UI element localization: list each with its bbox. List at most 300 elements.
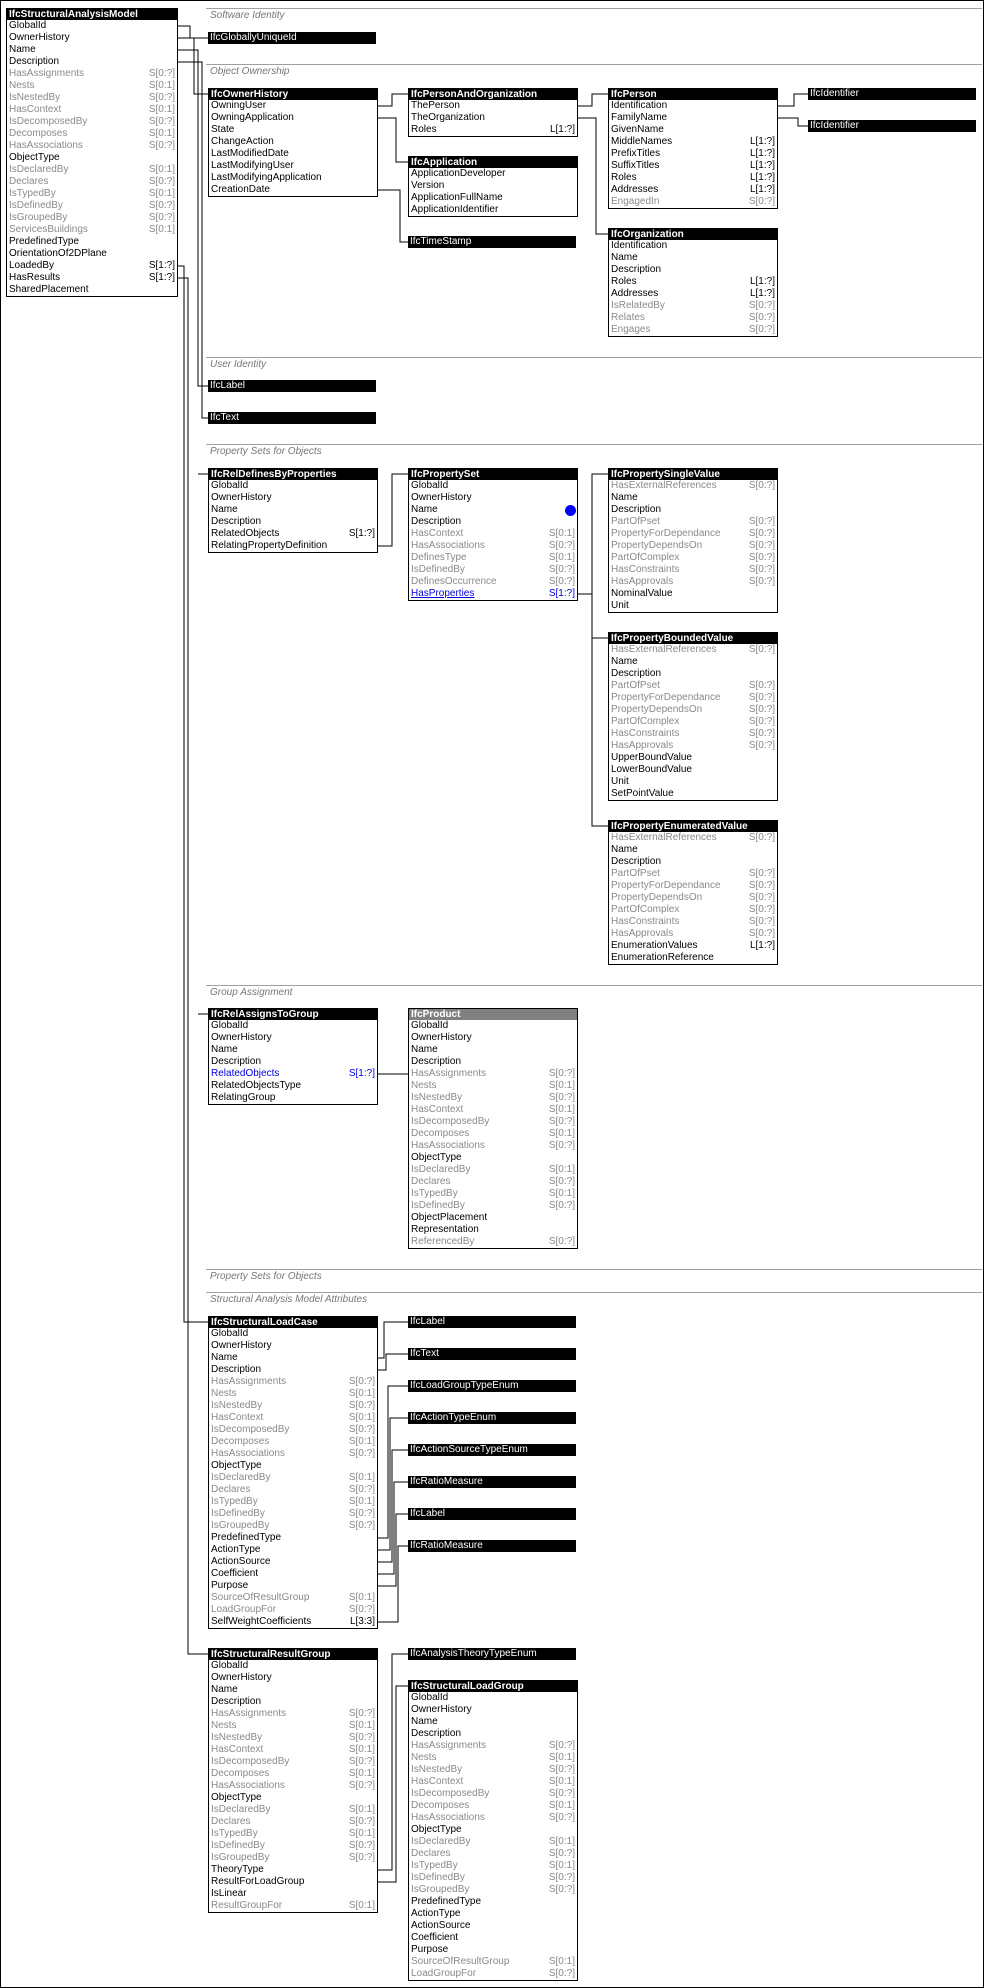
attribute-row[interactable]: [609, 776, 777, 788]
attribute-row[interactable]: [209, 112, 377, 124]
attribute-row[interactable]: [409, 100, 577, 112]
attribute-row[interactable]: [409, 192, 577, 204]
entity-ifc-property-single-value[interactable]: [608, 468, 778, 613]
attribute-row[interactable]: [409, 1812, 577, 1824]
attribute-row[interactable]: [209, 172, 377, 184]
entity-ifc-property-enumerated-value[interactable]: [608, 820, 778, 965]
attribute-row[interactable]: [209, 1532, 377, 1544]
attribute-row[interactable]: [209, 1864, 377, 1876]
attribute-row[interactable]: [409, 1728, 577, 1740]
attribute-row[interactable]: [7, 152, 177, 164]
attribute-row[interactable]: [409, 1752, 577, 1764]
attribute-name: Nests: [211, 1720, 237, 1731]
selection-dot-icon: [565, 505, 576, 516]
attribute-cardinality: S[1:?]: [148, 272, 175, 283]
attribute-row[interactable]: [409, 1716, 577, 1728]
type-ifc-ratio-measure[interactable]: IfcRatioMeasure: [408, 1540, 576, 1552]
attribute-row[interactable]: [209, 1544, 377, 1556]
attribute-row[interactable]: [209, 480, 377, 492]
attribute-row[interactable]: [209, 1068, 377, 1080]
attribute-row[interactable]: [7, 284, 177, 296]
attribute-row[interactable]: [209, 1780, 377, 1792]
attribute-row[interactable]: [609, 480, 777, 492]
attribute-name: PredefinedType: [411, 1896, 482, 1907]
attribute-row[interactable]: [609, 600, 777, 612]
connector-line: [778, 94, 808, 106]
entity-ifc-property-bounded-value[interactable]: [608, 632, 778, 801]
attribute-row[interactable]: [609, 564, 777, 576]
attribute-row[interactable]: [609, 516, 777, 528]
attribute-row[interactable]: [209, 1708, 377, 1720]
attribute-row[interactable]: [609, 832, 777, 844]
attribute-row[interactable]: [209, 528, 377, 540]
type-ifc-text[interactable]: IfcText: [208, 412, 376, 424]
attribute-row[interactable]: [209, 160, 377, 172]
attribute-row[interactable]: [7, 212, 177, 224]
attribute-row[interactable]: [609, 196, 777, 208]
attribute-name: PartOfComplex: [611, 552, 680, 563]
attribute-row[interactable]: [409, 1848, 577, 1860]
attribute-row[interactable]: [609, 856, 777, 868]
entity-ifc-application[interactable]: [408, 156, 578, 217]
type-ifc-text[interactable]: IfcText: [408, 1348, 576, 1360]
attribute-row[interactable]: [609, 276, 777, 288]
attribute-row[interactable]: [409, 1800, 577, 1812]
type-ifc-globally-unique-id[interactable]: IfcGloballyUniqueId: [208, 32, 376, 44]
attribute-cardinality: S[0:?]: [548, 540, 575, 551]
attribute-row[interactable]: [409, 1236, 577, 1248]
attribute-row[interactable]: [409, 1704, 577, 1716]
attribute-row[interactable]: [409, 1032, 577, 1044]
attribute-row[interactable]: [409, 1092, 577, 1104]
attribute-name: HasContext: [411, 1776, 464, 1787]
attribute-row[interactable]: [209, 1496, 377, 1508]
attribute-row[interactable]: [209, 1684, 377, 1696]
attribute-row[interactable]: [409, 1164, 577, 1176]
attribute-name: PrefixTitles: [611, 148, 661, 159]
attribute-cardinality: S[0:1]: [348, 1496, 375, 1507]
attribute-name: OwningApplication: [211, 112, 294, 123]
attribute-row[interactable]: [609, 136, 777, 148]
attribute-row[interactable]: [409, 1740, 577, 1752]
attribute-row[interactable]: [7, 32, 177, 44]
attribute-row[interactable]: [609, 704, 777, 716]
attribute-name: ApplicationIdentifier: [411, 204, 499, 215]
attribute-row[interactable]: [409, 1152, 577, 1164]
attribute-name: LastModifiedDate: [211, 148, 289, 159]
type-ifc-identifier[interactable]: IfcIdentifier: [808, 120, 976, 132]
attribute-row[interactable]: [409, 1104, 577, 1116]
attribute-row[interactable]: [609, 160, 777, 172]
attribute-row[interactable]: [609, 528, 777, 540]
attribute-row[interactable]: [409, 180, 577, 192]
attribute-row[interactable]: [609, 148, 777, 160]
attribute-row[interactable]: [609, 692, 777, 704]
attribute-row[interactable]: [609, 576, 777, 588]
attribute-row[interactable]: [7, 128, 177, 140]
attribute-row[interactable]: [209, 1472, 377, 1484]
attribute-row[interactable]: [209, 1484, 377, 1496]
attribute-row[interactable]: [209, 1840, 377, 1852]
attribute-name: Engages: [611, 324, 651, 335]
attribute-name: ChangeAction: [211, 136, 274, 147]
attribute-row[interactable]: [409, 1860, 577, 1872]
attribute-row[interactable]: [7, 92, 177, 104]
attribute-row[interactable]: [609, 904, 777, 916]
entity-ifc-rel-defines-by-properties[interactable]: [208, 468, 378, 553]
attribute-row[interactable]: [409, 516, 577, 528]
attribute-row[interactable]: [7, 164, 177, 176]
attribute-row[interactable]: [7, 248, 177, 260]
attribute-name: Declares: [411, 1176, 451, 1187]
attribute-row[interactable]: [409, 1788, 577, 1800]
attribute-row[interactable]: [409, 1932, 577, 1944]
attribute-row[interactable]: [609, 844, 777, 856]
entity-ifc-structural-load-case[interactable]: [208, 1316, 378, 1629]
attribute-row[interactable]: [609, 288, 777, 300]
attribute-row[interactable]: [409, 204, 577, 216]
attribute-row[interactable]: [209, 1592, 377, 1604]
attribute-row[interactable]: [7, 80, 177, 92]
attribute-row[interactable]: [209, 124, 377, 136]
attribute-row[interactable]: [7, 104, 177, 116]
entity-ifc-property-set[interactable]: [408, 468, 578, 601]
attribute-row[interactable]: [209, 1092, 377, 1104]
attribute-row[interactable]: [209, 1828, 377, 1840]
attribute-name: ActionSource: [211, 1556, 271, 1567]
attribute-name: Relates: [611, 312, 645, 323]
attribute-row[interactable]: [209, 1508, 377, 1520]
attribute-row[interactable]: [209, 148, 377, 160]
attribute-row[interactable]: [609, 312, 777, 324]
attribute-row[interactable]: [609, 892, 777, 904]
attribute-name: IsDecomposedBy: [9, 116, 88, 127]
attribute-row[interactable]: [409, 1824, 577, 1836]
attribute-row[interactable]: [209, 1900, 377, 1912]
attribute-row[interactable]: [409, 1836, 577, 1848]
attribute-row[interactable]: [7, 272, 177, 284]
entity-title: IfcPerson: [609, 89, 777, 100]
entity-ifc-structural-load-group[interactable]: [408, 1680, 578, 1981]
attribute-row[interactable]: [609, 540, 777, 552]
attribute-row[interactable]: [409, 1224, 577, 1236]
attribute-row[interactable]: [609, 492, 777, 504]
entity-ifc-organization[interactable]: [608, 228, 778, 337]
attribute-row[interactable]: [209, 1888, 377, 1900]
entity-ifc-rel-assigns-to-group[interactable]: [208, 1008, 378, 1105]
attribute-row[interactable]: [409, 540, 577, 552]
attribute-row[interactable]: [7, 20, 177, 32]
attribute-row[interactable]: [609, 668, 777, 680]
attribute-row[interactable]: [209, 136, 377, 148]
attribute-row[interactable]: [209, 1340, 377, 1352]
attribute-row[interactable]: [209, 1328, 377, 1340]
attribute-row[interactable]: [209, 1376, 377, 1388]
attribute-row[interactable]: [209, 1080, 377, 1092]
attribute-row[interactable]: [209, 1580, 377, 1592]
entity-ifc-structural-result-group[interactable]: [208, 1648, 378, 1913]
attribute-row[interactable]: [609, 324, 777, 336]
attribute-row[interactable]: [409, 588, 577, 600]
attribute-name: HasAssignments: [411, 1740, 487, 1751]
attribute-row[interactable]: [409, 1056, 577, 1068]
entity-title: IfcStructuralResultGroup: [209, 1649, 377, 1660]
attribute-row[interactable]: [209, 1604, 377, 1616]
attribute-row[interactable]: [409, 552, 577, 564]
attribute-row[interactable]: [209, 184, 377, 196]
attribute-name: ObjectPlacement: [411, 1212, 488, 1223]
attribute-row[interactable]: [209, 1660, 377, 1672]
attribute-row[interactable]: [609, 940, 777, 952]
entity-title: IfcOwnerHistory: [209, 89, 377, 100]
attribute-cardinality: L[1:?]: [749, 136, 775, 147]
type-ifc-label[interactable]: IfcLabel: [208, 380, 376, 392]
attribute-row[interactable]: [609, 300, 777, 312]
attribute-cardinality: S[0:?]: [748, 880, 775, 891]
attribute-row[interactable]: [209, 1424, 377, 1436]
attribute-row[interactable]: [209, 100, 377, 112]
attribute-name: Name: [611, 252, 638, 263]
attribute-row[interactable]: [409, 1116, 577, 1128]
connector-line: [378, 1686, 408, 1882]
attribute-row[interactable]: [409, 1872, 577, 1884]
attribute-row[interactable]: [209, 1364, 377, 1376]
entity-title: IfcPropertySet: [409, 469, 577, 480]
attribute-row[interactable]: [209, 1436, 377, 1448]
attribute-row[interactable]: [7, 116, 177, 128]
type-ifc-identifier[interactable]: IfcIdentifier: [808, 88, 976, 100]
attribute-row[interactable]: [209, 492, 377, 504]
attribute-name: OwnerHistory: [9, 32, 70, 43]
attribute-row[interactable]: [409, 168, 577, 180]
attribute-name: Unit: [611, 776, 629, 787]
attribute-name: FamilyName: [611, 112, 668, 123]
attribute-name: OwnerHistory: [411, 1704, 472, 1715]
attribute-row[interactable]: [209, 1756, 377, 1768]
attribute-row[interactable]: [609, 588, 777, 600]
attribute-name: ObjectType: [9, 152, 60, 163]
attribute-row[interactable]: [209, 1056, 377, 1068]
attribute-row[interactable]: [409, 1044, 577, 1056]
attribute-row[interactable]: [209, 1616, 377, 1628]
attribute-row[interactable]: [7, 188, 177, 200]
attribute-row[interactable]: [609, 124, 777, 136]
connector-line: [778, 118, 808, 126]
attribute-row[interactable]: [209, 1032, 377, 1044]
type-ifc-label[interactable]: IfcLabel: [408, 1508, 576, 1520]
attribute-row[interactable]: [409, 1200, 577, 1212]
attribute-row[interactable]: [409, 1020, 577, 1032]
attribute-row[interactable]: [409, 124, 577, 136]
attribute-row[interactable]: [7, 56, 177, 68]
entity-ifc-structural-analysis-model[interactable]: [6, 8, 178, 297]
attribute-row[interactable]: [409, 1188, 577, 1200]
attribute-name: PartOfComplex: [611, 904, 680, 915]
attribute-row[interactable]: [209, 1672, 377, 1684]
attribute-row[interactable]: [409, 1080, 577, 1092]
attribute-row[interactable]: [609, 112, 777, 124]
attribute-name: RelatedObjects: [211, 1068, 280, 1079]
attribute-row[interactable]: [7, 140, 177, 152]
attribute-row[interactable]: [409, 1968, 577, 1980]
type-ifc-action-type-enum[interactable]: IfcActionTypeEnum: [408, 1412, 576, 1424]
attribute-row[interactable]: [409, 1884, 577, 1896]
attribute-row[interactable]: [609, 252, 777, 264]
attribute-row[interactable]: [409, 528, 577, 540]
attribute-row[interactable]: [209, 1768, 377, 1780]
attribute-name: IsTypedBy: [411, 1188, 458, 1199]
entity-ifc-owner-history[interactable]: [208, 88, 378, 197]
entity-title: IfcPropertyBoundedValue: [609, 633, 777, 644]
entity-ifc-person-and-organization[interactable]: [408, 88, 578, 137]
attribute-row[interactable]: [609, 952, 777, 964]
type-ifc-analysis-theory-type-enum[interactable]: IfcAnalysisTheoryTypeEnum: [408, 1648, 576, 1660]
attribute-row[interactable]: [609, 880, 777, 892]
attribute-row[interactable]: [609, 740, 777, 752]
attribute-row[interactable]: [7, 200, 177, 212]
attribute-row[interactable]: [209, 1520, 377, 1532]
attribute-name: PropertyForDependance: [611, 528, 721, 539]
attribute-cardinality: S[0:1]: [348, 1900, 375, 1911]
attribute-row[interactable]: [209, 1852, 377, 1864]
attribute-row[interactable]: [209, 1352, 377, 1364]
attribute-row[interactable]: [209, 1792, 377, 1804]
attribute-row[interactable]: [7, 224, 177, 236]
type-ifc-load-group-type-enum[interactable]: IfcLoadGroupTypeEnum: [408, 1380, 576, 1392]
section-property-sets: [206, 444, 982, 457]
type-ifc-ratio-measure[interactable]: IfcRatioMeasure: [408, 1476, 576, 1488]
attribute-row[interactable]: [409, 564, 577, 576]
attribute-row[interactable]: [409, 1692, 577, 1704]
attribute-row[interactable]: [609, 656, 777, 668]
attribute-row[interactable]: [409, 1908, 577, 1920]
attribute-row[interactable]: [7, 236, 177, 248]
attribute-row[interactable]: [209, 1568, 377, 1580]
attribute-name: Addresses: [611, 288, 659, 299]
attribute-cardinality: S[0:?]: [548, 1884, 575, 1895]
attribute-row[interactable]: [409, 112, 577, 124]
attribute-row[interactable]: [7, 260, 177, 272]
attribute-name: IsDefinedBy: [411, 1872, 465, 1883]
attribute-row[interactable]: [209, 1720, 377, 1732]
attribute-row[interactable]: [609, 728, 777, 740]
attribute-row[interactable]: [609, 716, 777, 728]
attribute-row[interactable]: [609, 552, 777, 564]
attribute-name: HasContext: [411, 1104, 464, 1115]
attribute-row[interactable]: [609, 264, 777, 276]
attribute-row[interactable]: [609, 764, 777, 776]
attribute-name: Purpose: [211, 1580, 249, 1591]
attribute-cardinality: S[0:1]: [548, 1188, 575, 1199]
attribute-row[interactable]: [7, 44, 177, 56]
connector-line: [378, 190, 408, 242]
attribute-row[interactable]: [209, 1412, 377, 1424]
attribute-row[interactable]: [209, 516, 377, 528]
attribute-name: IsDeclaredBy: [9, 164, 69, 175]
attribute-name: Nests: [211, 1388, 237, 1399]
attribute-name: IsDefinedBy: [9, 200, 63, 211]
attribute-name: SelfWeightCoefficients: [211, 1616, 312, 1627]
attribute-row[interactable]: [209, 1388, 377, 1400]
attribute-row[interactable]: [609, 100, 777, 112]
attribute-row[interactable]: [209, 1816, 377, 1828]
attribute-row[interactable]: [209, 1804, 377, 1816]
attribute-row[interactable]: [209, 1732, 377, 1744]
attribute-cardinality: S[0:?]: [348, 1424, 375, 1435]
attribute-name: RelatingPropertyDefinition: [211, 540, 328, 551]
attribute-name: HasAssociations: [211, 1448, 285, 1459]
attribute-row[interactable]: [7, 176, 177, 188]
attribute-row[interactable]: [609, 644, 777, 656]
attribute-row[interactable]: [409, 1764, 577, 1776]
attribute-row[interactable]: [609, 184, 777, 196]
entity-title: IfcOrganization: [609, 229, 777, 240]
attribute-row[interactable]: [209, 1556, 377, 1568]
type-ifc-time-stamp[interactable]: IfcTimeStamp: [408, 236, 576, 248]
attribute-row[interactable]: [409, 1956, 577, 1968]
attribute-row[interactable]: [409, 480, 577, 492]
attribute-row[interactable]: [609, 680, 777, 692]
attribute-row[interactable]: [609, 240, 777, 252]
attribute-name: HasExternalReferences: [611, 644, 717, 655]
attribute-row[interactable]: [7, 68, 177, 80]
attribute-row[interactable]: [409, 576, 577, 588]
attribute-row[interactable]: [409, 1944, 577, 1956]
attribute-row[interactable]: [209, 1744, 377, 1756]
attribute-row[interactable]: [609, 752, 777, 764]
attribute-row[interactable]: [609, 916, 777, 928]
attribute-row[interactable]: [609, 928, 777, 940]
attribute-name: Roles: [611, 276, 637, 287]
attribute-row[interactable]: [209, 1460, 377, 1472]
attribute-name: DefinesOccurrence: [411, 576, 497, 587]
attribute-row[interactable]: [409, 504, 577, 516]
attribute-row[interactable]: [209, 1696, 377, 1708]
attribute-row[interactable]: [609, 788, 777, 800]
attribute-row[interactable]: [209, 1020, 377, 1032]
entity-ifc-product[interactable]: [408, 1008, 578, 1249]
attribute-row[interactable]: [409, 1776, 577, 1788]
attribute-row[interactable]: [409, 492, 577, 504]
attribute-row[interactable]: [209, 1876, 377, 1888]
attribute-row[interactable]: [609, 868, 777, 880]
attribute-cardinality: S[0:1]: [348, 1592, 375, 1603]
attribute-row[interactable]: [409, 1896, 577, 1908]
attribute-row[interactable]: [409, 1920, 577, 1932]
attribute-row[interactable]: [409, 1140, 577, 1152]
attribute-row[interactable]: [609, 172, 777, 184]
attribute-name: Version: [411, 180, 445, 191]
attribute-name: HasExternalReferences: [611, 480, 717, 491]
attribute-row[interactable]: [209, 1448, 377, 1460]
attribute-row[interactable]: [209, 1400, 377, 1412]
section-title: Property Sets for Objects: [210, 1271, 322, 1282]
attribute-row[interactable]: [409, 1212, 577, 1224]
attribute-row[interactable]: [209, 1044, 377, 1056]
attribute-row[interactable]: [409, 1176, 577, 1188]
attribute-name: IsDefinedBy: [411, 564, 465, 575]
attribute-row[interactable]: [209, 540, 377, 552]
type-ifc-label[interactable]: IfcLabel: [408, 1316, 576, 1328]
type-ifc-action-source-type-enum[interactable]: IfcActionSourceTypeEnum: [408, 1444, 576, 1456]
attribute-row[interactable]: [609, 504, 777, 516]
attribute-row[interactable]: [409, 1068, 577, 1080]
attribute-cardinality: S[0:1]: [348, 1472, 375, 1483]
attribute-cardinality: S[0:?]: [548, 1740, 575, 1751]
attribute-row[interactable]: [209, 504, 377, 516]
attribute-row[interactable]: [409, 1128, 577, 1140]
entity-ifc-person[interactable]: [608, 88, 778, 209]
